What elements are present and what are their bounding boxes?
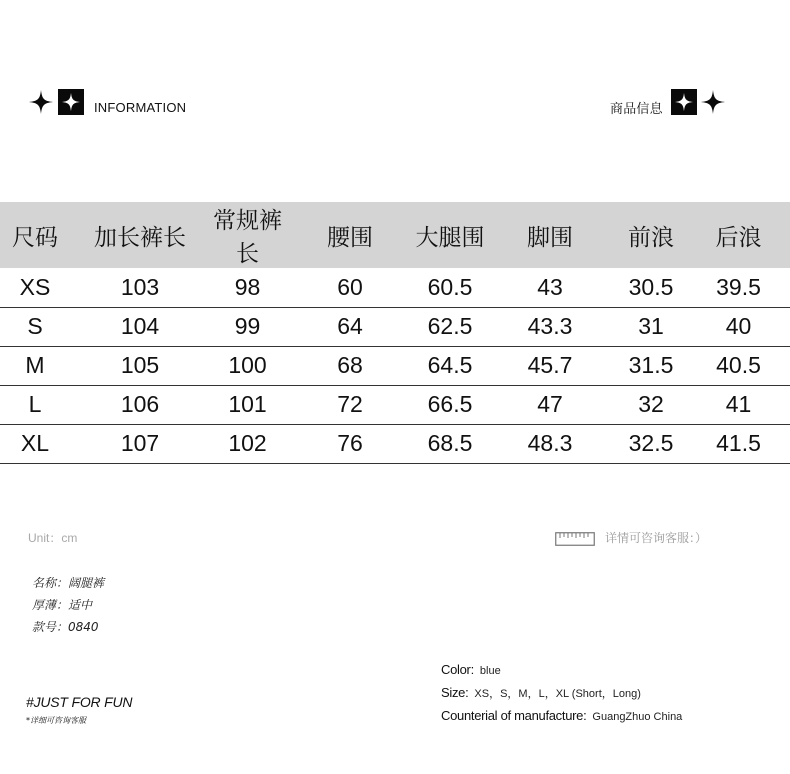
table-cell: 40.5 <box>716 352 761 378</box>
table-cell: 32.5 <box>628 430 674 456</box>
product-style-number: 款号：0840 <box>32 620 99 634</box>
table-cell: 105 <box>120 352 160 378</box>
information-label: INFORMATION <box>94 99 187 115</box>
header-waist: 腰围 <box>327 224 373 251</box>
information-header <box>28 86 186 118</box>
table-cell: 45.7 <box>527 352 573 378</box>
table-cell: XS <box>19 273 51 300</box>
spec-origin-label: Counterial of manufacture: <box>441 708 587 723</box>
table-cell: 48.3 <box>527 430 573 456</box>
table-cell: S <box>27 313 43 339</box>
table-cell: 62.5 <box>427 313 473 339</box>
slogan: #JUST FOR FUN <box>26 694 133 710</box>
header-long-length: 加长裤长 <box>94 224 186 251</box>
table-cell: 99 <box>234 313 261 339</box>
spec-color-label: Color: <box>441 662 474 677</box>
table-cell: 60 <box>337 273 363 300</box>
table-cell: 76 <box>337 430 363 456</box>
table-row <box>0 424 790 463</box>
table-cell: XL <box>20 430 50 456</box>
table-cell: M <box>25 352 45 378</box>
table-cell: 64 <box>337 313 363 339</box>
table-cell: 30.5 <box>628 273 674 300</box>
table-header-row <box>0 202 790 268</box>
product-info-list <box>32 572 104 638</box>
table-cell: 31 <box>638 313 664 339</box>
table-row <box>0 385 790 424</box>
spec-color <box>441 662 682 685</box>
table-cell: 104 <box>120 313 160 339</box>
table-cell: 39.5 <box>716 273 761 300</box>
product-name: 名称：阔腿裤 <box>32 576 105 590</box>
service-note <box>555 529 707 546</box>
sparkle-star-icon <box>700 89 726 115</box>
table-cell: 60.5 <box>427 273 473 300</box>
header-hem: 脚围 <box>527 224 573 251</box>
table-cell: 98 <box>234 273 261 300</box>
table-cell: L <box>28 391 42 417</box>
product-thickness: 厚薄：适中 <box>32 598 93 612</box>
spec-origin <box>441 708 682 731</box>
table-cell: 107 <box>120 430 160 456</box>
table-cell: 103 <box>120 273 160 300</box>
spec-origin-value: GuangZhuo China <box>592 711 683 723</box>
table-cell: 66.5 <box>427 391 473 417</box>
spec-list <box>441 662 682 731</box>
sparkle-star-box-icon <box>671 89 697 115</box>
table-cell: 41.5 <box>716 430 761 456</box>
table-cell: 102 <box>228 430 267 456</box>
table-cell: 101 <box>228 391 267 417</box>
table-cell: 47 <box>537 391 563 417</box>
slogan-note: *详细可咨询客服 <box>26 716 86 725</box>
product-info-header <box>610 86 726 118</box>
size-chart-table <box>0 202 790 464</box>
table-row <box>0 346 790 385</box>
table-cell: 68 <box>337 352 363 378</box>
header-thigh: 大腿围 <box>415 224 485 251</box>
service-text: 详情可咨询客服：） <box>605 531 708 545</box>
table-cell: 72 <box>337 391 363 417</box>
header-back-rise: 后浪 <box>715 224 762 251</box>
spec-size <box>441 685 682 708</box>
table-cell: 40 <box>725 313 752 339</box>
table-cell: 43 <box>537 273 563 300</box>
unit-label: Unit：cm <box>28 531 78 545</box>
table-cell: 106 <box>120 391 160 417</box>
sparkle-star-icon <box>28 89 54 115</box>
spec-size-label: Size: <box>441 685 469 700</box>
product-info-label: 商品信息 <box>610 100 663 116</box>
header-regular-length: 常规裤长 <box>213 208 282 267</box>
sparkle-star-box-icon <box>58 89 84 115</box>
table-cell: 64.5 <box>427 352 473 378</box>
table-cell: 31.5 <box>628 352 674 378</box>
table-cell: 68.5 <box>427 430 473 456</box>
table-row <box>0 268 790 307</box>
table-cell: 32 <box>638 391 664 417</box>
spec-color-value: blue <box>479 665 501 677</box>
spec-size-value: XS，S，M，L，XL (Short，Long) <box>474 688 641 700</box>
header-size: 尺码 <box>12 224 58 251</box>
ruler-icon <box>555 531 595 545</box>
table-cell: 100 <box>228 352 267 378</box>
table-cell: 41 <box>725 391 752 417</box>
table-cell: 43.3 <box>527 313 573 339</box>
header-front-rise: 前浪 <box>628 224 674 251</box>
table-row <box>0 307 790 346</box>
